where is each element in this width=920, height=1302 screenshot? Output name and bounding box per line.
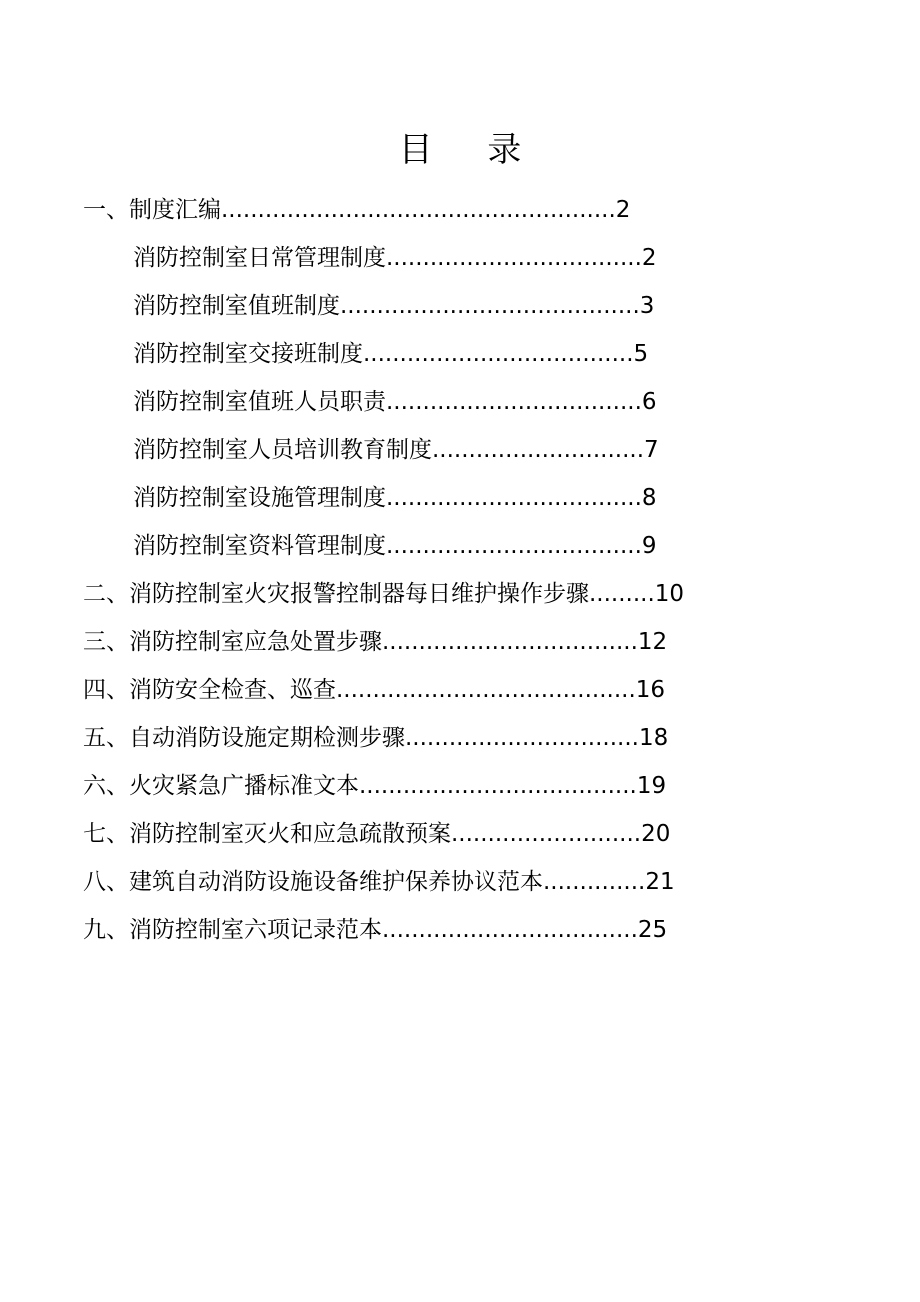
toc-entry-10: 三、消防控制室应急处置步骤...................................12 xyxy=(83,629,668,655)
toc-entry-5: 消防控制室值班人员职责...................................6 xyxy=(133,389,657,415)
toc-entry-13: 六、火灾紧急广播标准文本......................................19 xyxy=(83,773,667,799)
toc-entry-16: 九、消防控制室六项记录范本...................................25 xyxy=(83,917,668,943)
toc-entry-7: 消防控制室设施管理制度...................................8 xyxy=(133,485,657,511)
toc-entry-3: 消防控制室值班制度.........................................3 xyxy=(133,293,655,319)
toc-entry-1: 一、制度汇编......................................................2 xyxy=(83,197,631,223)
toc-entry-12: 五、自动消防设施定期检测步骤................................18 xyxy=(83,725,669,751)
toc-entry-2: 消防控制室日常管理制度...................................2 xyxy=(133,245,657,271)
toc-entry-9: 二、消防控制室火灾报警控制器每日维护操作步骤.........10 xyxy=(83,581,685,607)
toc-entry-15: 八、建筑自动消防设施设备维护保养协议范本..............21 xyxy=(83,869,675,895)
toc-entry-6: 消防控制室人员培训教育制度.............................7 xyxy=(133,437,659,463)
toc-entry-4: 消防控制室交接班制度.....................................5 xyxy=(133,341,649,367)
toc-entry-11: 四、消防安全检查、巡查.........................................16 xyxy=(83,677,666,703)
toc-entry-8: 消防控制室资料管理制度...................................9 xyxy=(133,533,657,559)
toc-title: 目 录 xyxy=(398,130,544,170)
toc-entry-14: 七、消防控制室灭火和应急疏散预案..........................20 xyxy=(83,821,671,847)
